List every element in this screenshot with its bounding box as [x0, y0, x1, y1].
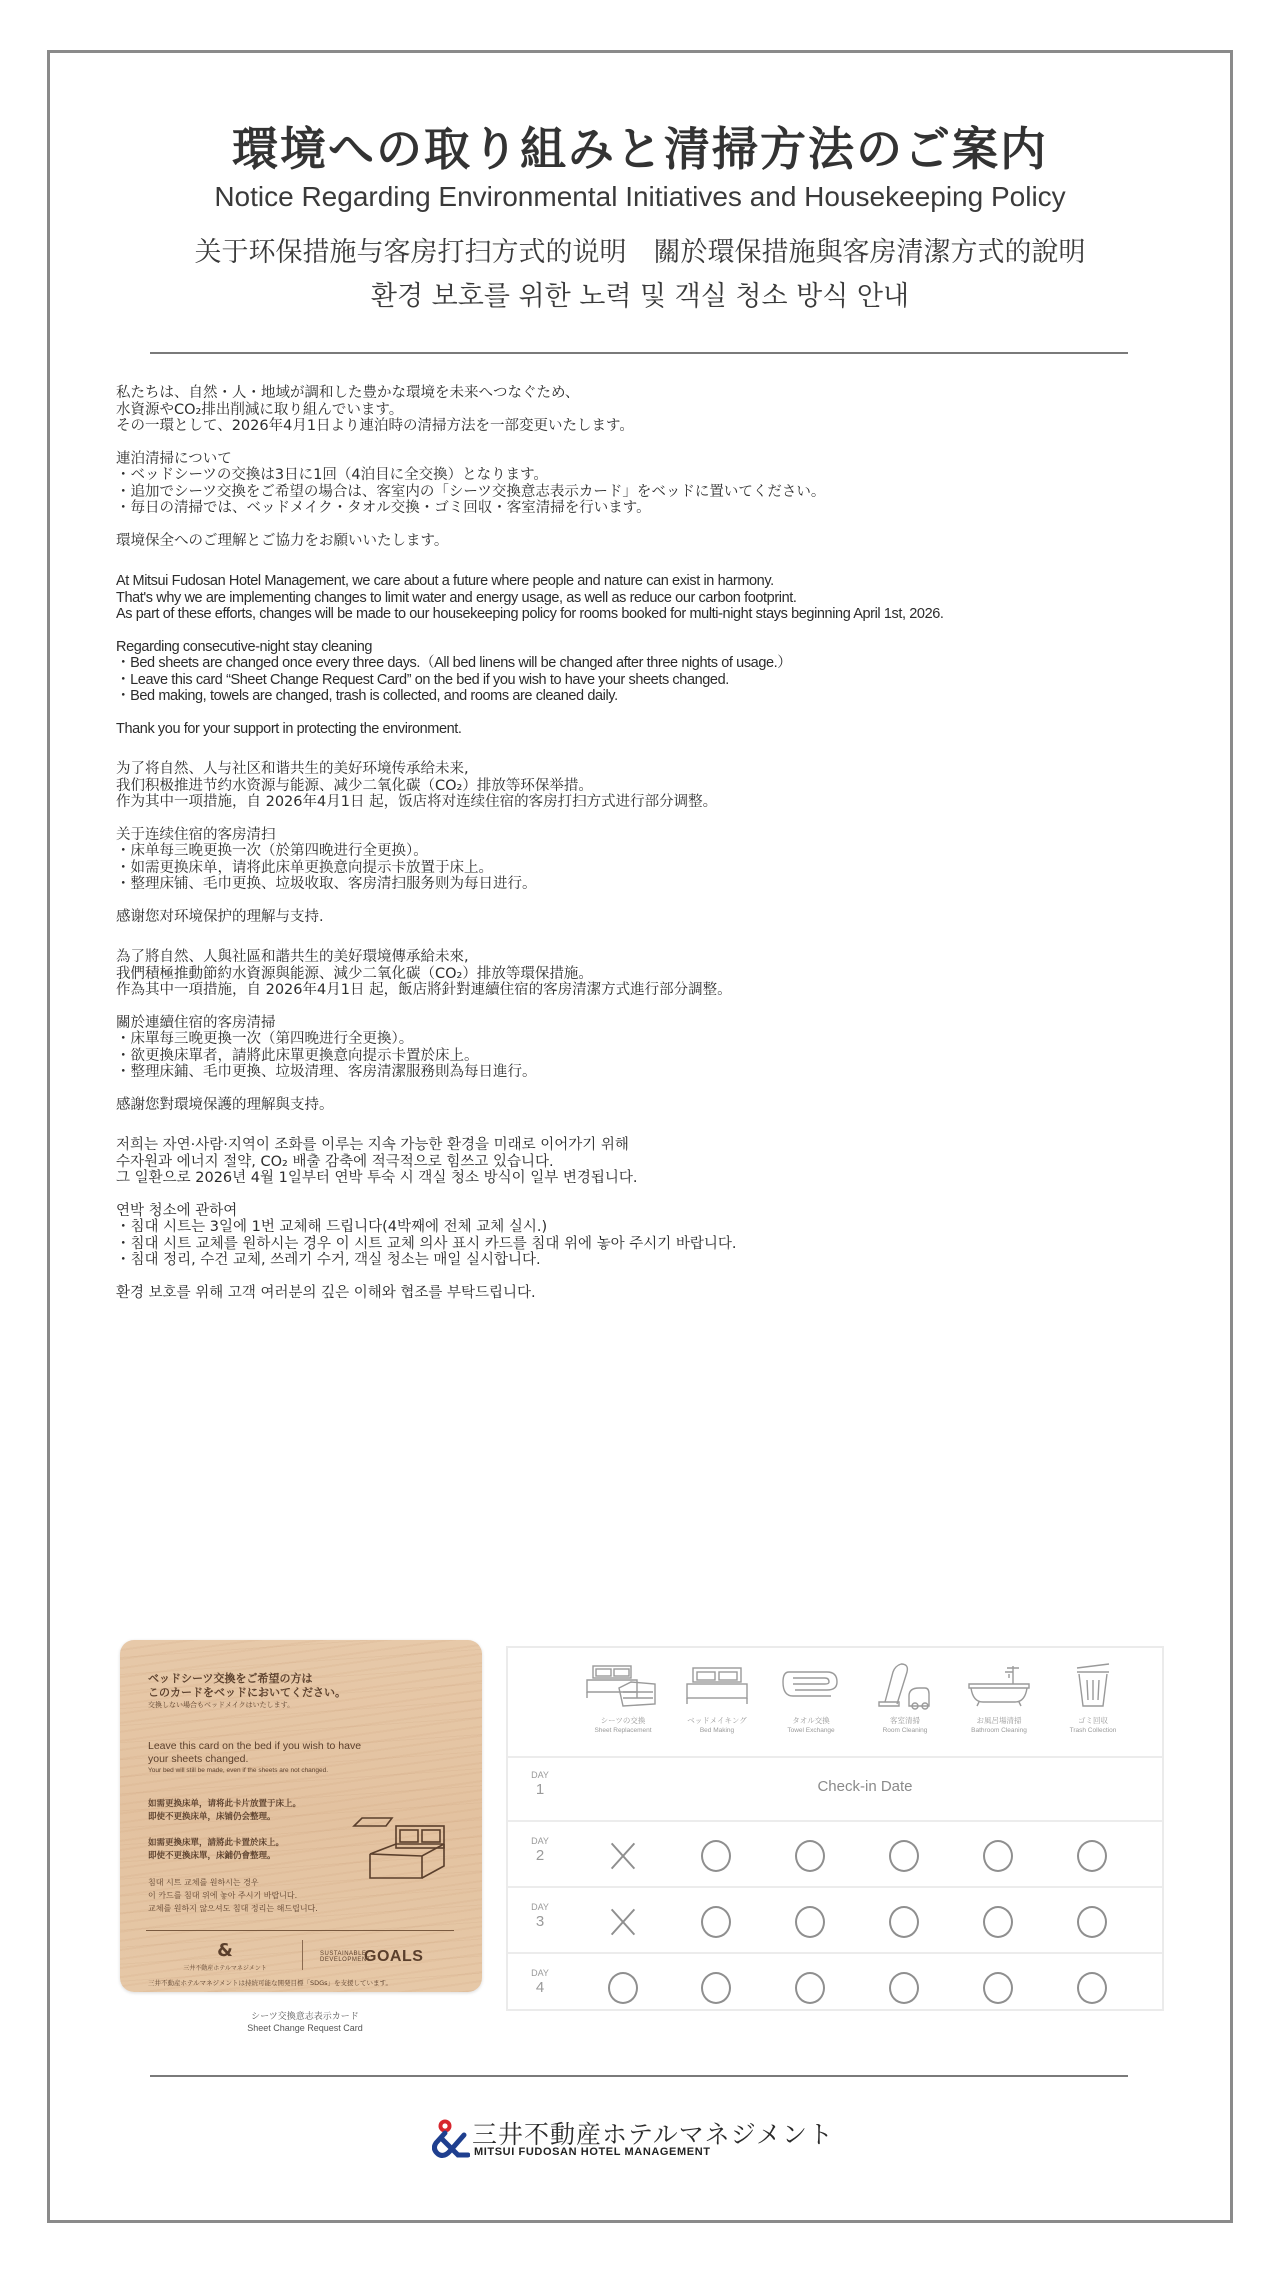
circle-mark-icon: [1077, 1972, 1107, 2004]
ja-closing: 環境保全へのご理解とご協力をお願いいたします。: [116, 532, 449, 549]
day-number: 1: [535, 1781, 545, 1798]
zh-cn-heading: 关于连续住宿的客房清扫: [116, 826, 276, 843]
card-zh-tw-line: 如需更換床單，請將此卡置於床上。: [148, 1838, 285, 1848]
ko-bullet: ・ 침대 정리, 수건 교체, 쓰레기 수거, 객실 청소는 매일 실시합니다.: [116, 1252, 1176, 1269]
column-label-en: Bathroom Cleaning: [971, 1727, 1027, 1734]
ko-intro: [116, 1137, 1176, 1187]
card-logo-caption: 三井不動産ホテルマネジメント: [183, 1965, 267, 1972]
schedule-row-day-3: [508, 1890, 1162, 1954]
schedule-row-day-2: [508, 1824, 1162, 1888]
circle-mark-icon: [889, 1972, 919, 2004]
card-divider: [146, 1930, 454, 1931]
day-word: DAY: [531, 1770, 549, 1780]
ja-heading: 連泊清掃について: [116, 450, 232, 467]
column-bed-making: [670, 1662, 764, 1735]
card-jp-line: このカードをベッドにおいてください。: [148, 1686, 346, 1699]
zh-cn-bullet: ・ 床单每三晚更换一次（於第四晚进行全更换）。: [116, 843, 1176, 860]
sheet-change-request-card-image: [120, 1640, 482, 1992]
trash-can-icon: [1053, 1662, 1133, 1710]
zh-tw-closing-block: [116, 1097, 1176, 1114]
column-label-jp: タオル交換: [792, 1716, 830, 1725]
day-word: DAY: [531, 1902, 549, 1912]
column-label-en: Trash Collection: [1069, 1727, 1117, 1734]
card-chinese-traditional-text: [148, 1837, 284, 1863]
zh-tw-intro-line: 為了將自然、人與社區和諧共生的美好環境傳承給未來,: [116, 949, 469, 965]
day-word: DAY: [531, 1968, 549, 1978]
ja-intro: [116, 385, 1176, 435]
column-label-jp: シーツの交換: [600, 1716, 646, 1725]
circle-mark-icon: [701, 1906, 731, 1938]
cross-mark-icon: [607, 1906, 639, 1938]
zh-tw-bullet: ・ 床單每三晚更換一次（第四晚进行全更換）。: [116, 1031, 1176, 1048]
column-room-cleaning: [858, 1662, 952, 1735]
zh-cn-intro-line: 我们积极推进节约水资源与能源、减少二氧化碳（CO₂）排放等环保举措。: [116, 777, 593, 794]
zh-tw-closing: 感謝您對環境保護的理解與支持。: [116, 1096, 334, 1113]
ko-bullet: ・ 침대 시트 교체를 원하시는 경우 이 시트 교체 의사 표시 카드를 침대 위에 놓아 주시기 바랍니다.: [116, 1236, 1176, 1253]
card-mitsui-logo: [160, 1942, 290, 1972]
circle-mark-icon: [983, 1906, 1013, 1938]
column-label-en: Bed Making: [699, 1727, 735, 1734]
zh-tw-intro: [116, 949, 1176, 999]
card-zh-tw-line: 即使不更換床單，床鋪仍會整理。: [148, 1851, 276, 1861]
card-chinese-simplified-text: [148, 1798, 301, 1824]
day-label: [522, 1902, 558, 1931]
en-bullet: ・ Leave this card “Sheet Change Request Card” on the bed if you wish to have your sheets changed.: [116, 672, 1176, 689]
page-title-english: Notice Regarding Environmental Initiatives and Housekeeping Policy: [214, 181, 1066, 212]
card-korean-text: [148, 1876, 318, 1915]
column-trash-collection: [1046, 1662, 1140, 1735]
zh-tw-policy: [116, 1015, 1176, 1081]
card-footer-text: 三井不動産ホテルマネジメントは持続可能な開発目標「SDGs」を支援しています。: [148, 1979, 393, 1987]
zh-cn-bullet: ・ 如需更换床单，请将此床单更换意向提示卡放置于床上。: [116, 860, 1176, 877]
ko-intro-line: 저희는 자연·사람·지역이 조화를 이루는 지속 가능한 환경을 미래로 이어가기 위해: [116, 1137, 629, 1153]
en-bullet: ・ Bed making, towels are changed, trash is collected, and rooms are cleaned daily.: [116, 688, 1176, 705]
circle-mark-icon: [795, 1972, 825, 2004]
bathtub-icon: [959, 1662, 1039, 1710]
zh-tw-intro-line: 我們積極推動節約水資源與能源、減少二氧化碳（CO₂）排放等環保措施。: [116, 965, 593, 982]
circle-mark-icon: [983, 1972, 1013, 2004]
zh-cn-bullet: ・ 整理床铺、毛巾更换、垃圾收取、客房清扫服务则为每日进行。: [116, 876, 1176, 893]
column-bathroom-cleaning: [952, 1662, 1046, 1735]
page-title-chinese: 关于环保措施与客房打扫方式的说明 關於環保措施與客房清潔方式的說明: [194, 237, 1086, 268]
circle-mark-icon: [889, 1840, 919, 1872]
day-word: DAY: [531, 1836, 549, 1846]
zh-cn-intro-line: 作为其中一项措施，自 2026年4月1日 起，饭店将对连续住宿的客房打扫方式进行部分调整。: [116, 794, 718, 810]
en-bullet: ・ Bed sheets are changed once every three days.（All bed linens will be changed after three nights of usage.）: [116, 655, 1176, 672]
zh-tw-bullet: ・ 整理床鋪、毛巾更換、垃圾清理、客房清潔服務則為每日進行。: [116, 1064, 1176, 1081]
card-en-line: Leave this card on the bed if you wish to have: [148, 1740, 362, 1752]
ja-bullet: ・ 追加でシーツ交換をご希望の場合は、客室内の「シーツ交換意志表示カード」をベッドに置いてください。: [116, 484, 1176, 501]
circle-mark-icon: [701, 1972, 731, 2004]
ja-intro-line: 水資源やCO₂排出削減に取り組んでいます。: [116, 401, 404, 418]
en-heading: Regarding consecutive-night stay cleaning: [116, 638, 373, 655]
ko-closing-block: [116, 1285, 1176, 1302]
schedule-header-row: [508, 1648, 1162, 1758]
column-label-en: Sheet Replacement: [594, 1727, 652, 1734]
circle-mark-icon: [983, 1840, 1013, 1872]
ko-bullet: ・ 침대 시트는 3일에 1번 교체해 드립니다(4박째에 전체 교체 실시.): [116, 1219, 1176, 1236]
column-label-jp: お風呂場清掃: [976, 1716, 1022, 1725]
schedule-row-day-1: [508, 1758, 1162, 1822]
page-title-japanese: 環境への取り組みと清掃方法のご案内: [232, 122, 1048, 176]
zh-tw-heading: 關於連續住宿的客房清掃: [116, 1014, 276, 1031]
sdgs-goals-label: GOALS: [364, 1948, 424, 1965]
en-policy: [116, 639, 1176, 705]
column-label-jp: 客室清掃: [890, 1716, 920, 1725]
logo-japanese-name: 三井不動産ホテルマネジメント: [472, 2120, 835, 2149]
card-vertical-divider: [302, 1940, 303, 1970]
card-ko-line: 이 카드를 침대 위에 놓아 주시기 바랍니다.: [148, 1891, 298, 1900]
card-jp-line: ベッドシーツ交換をご希望の方は: [148, 1672, 313, 1685]
page-title-korean: 환경 보호를 위한 노력 및 객실 청소 방식 안내: [370, 281, 910, 312]
footer-divider: [150, 2075, 1128, 2077]
ko-intro-line: 수자원과 에너지 절약, CO₂ 배출 감축에 적극적으로 힘쓰고 있습니다.: [116, 1153, 554, 1170]
column-label-en: Towel Exchange: [787, 1727, 835, 1734]
zh-cn-closing-block: [116, 909, 1176, 926]
day-number: 2: [535, 1847, 545, 1864]
card-caption: [180, 2012, 430, 2034]
cleaning-schedule-table: [506, 1646, 1164, 2011]
en-intro: [116, 573, 1176, 623]
card-ko-line: 침대 시트 교체를 원하시는 경우: [148, 1878, 259, 1887]
circle-mark-icon: [608, 1972, 638, 2004]
ampersand-logo-icon: &: [217, 1940, 233, 1961]
en-intro-line: That's why we are implementing changes to limit water and energy usage, as well as reduce our carbon footprint.: [116, 589, 797, 606]
sheet-replacement-icon: [583, 1662, 663, 1710]
sdgs-goals-logo: [320, 1948, 423, 1966]
en-closing-block: [116, 721, 1176, 738]
mitsui-fudosan-hotel-management-logo: [432, 2117, 852, 2161]
ko-closing: 환경 보호를 위해 고객 여러분의 깊은 이해와 협조를 부탁드립니다.: [116, 1284, 536, 1301]
column-towel-exchange: [764, 1662, 858, 1735]
card-japanese-text: [148, 1672, 346, 1711]
card-zh-line: 如需更换床单，请将此卡片放置于床上。: [148, 1799, 302, 1809]
circle-mark-icon: [795, 1906, 825, 1938]
towel-exchange-icon: [771, 1662, 851, 1710]
en-closing: Thank you for your support in protecting the environment.: [116, 720, 462, 737]
notice-body: [116, 385, 1176, 1317]
circle-mark-icon: [701, 1840, 731, 1872]
card-en-line: your sheets changed.: [148, 1753, 249, 1765]
header-divider: [150, 352, 1128, 354]
ko-intro-line: 그 일환으로 2026년 4월 1일부터 연박 투숙 시 객실 청소 방식이 일부 변경됩니다.: [116, 1170, 638, 1186]
card-caption-japanese: シーツ交換意志表示カード: [251, 2012, 359, 2022]
zh-cn-closing: 感谢您对环境保护的理解与支持.: [116, 908, 324, 925]
ko-policy: [116, 1203, 1176, 1269]
card-caption-english: Sheet Change Request Card: [247, 2023, 363, 2033]
en-intro-line: As part of these efforts, changes will be made to our housekeeping policy for rooms booked for multi-night stays beginning April 1st, 2026.: [116, 606, 944, 622]
vacuum-cleaner-icon: [865, 1662, 945, 1710]
ja-closing-block: [116, 533, 1176, 550]
day-label: [522, 1968, 558, 1997]
mitsui-ampersand-logo-icon: [432, 2117, 470, 2159]
zh-cn-intro: [116, 761, 1176, 811]
zh-tw-bullet: ・ 欲更換床單者，請將此床單更換意向提示卡置於床上。: [116, 1048, 1176, 1065]
zh-cn-intro-line: 为了将自然、人与社区和谐共生的美好环境传承给未来,: [116, 761, 469, 777]
card-zh-line: 即使不更换床单，床铺仍会整理。: [148, 1812, 276, 1822]
en-intro-line: At Mitsui Fudosan Hotel Management, we care about a future where people and nature can exist in harmony.: [116, 573, 774, 589]
zh-tw-intro-line: 作為其中一項措施，自 2026年4月1日 起，飯店將針對連續住宿的客房清潔方式進行部分調整。: [116, 982, 732, 998]
ja-bullet: ・ 毎日の清掃では、ベッドメイク・タオル交換・ゴミ回収・客室清掃を行います。: [116, 500, 1176, 517]
circle-mark-icon: [889, 1906, 919, 1938]
column-label-jp: ベッドメイキング: [687, 1716, 747, 1725]
cross-mark-icon: [607, 1840, 639, 1872]
column-label-jp: ゴミ回収: [1078, 1716, 1108, 1725]
day-label: [522, 1770, 558, 1799]
ja-bullet: ・ ベッドシーツの交換は3日に1回（4泊目に全交換）となります。: [116, 467, 1176, 484]
card-ko-line: 교체를 원하지 않으셔도 침대 정리는 해드립니다.: [148, 1904, 318, 1913]
card-jp-note: 交換しない場合もベッドメイクはいたします。: [148, 1701, 295, 1709]
check-in-date-label: Check-in Date: [817, 1778, 913, 1795]
card-en-note: Your bed will still be made, even if the sheets are not changed.: [148, 1767, 329, 1774]
day-number: 3: [535, 1913, 545, 1930]
ja-intro-line: 私たちは、自然・人・地域が調和した豊かな環境を未来へつなぐため、: [116, 385, 580, 401]
ko-heading: 연박 청소에 관하여: [116, 1202, 238, 1219]
bed-illustration-icon: [352, 1808, 452, 1888]
ja-policy: [116, 451, 1176, 517]
zh-cn-policy: [116, 827, 1176, 893]
column-sheet-replacement: [576, 1662, 670, 1735]
card-english-text: [148, 1740, 361, 1776]
circle-mark-icon: [1077, 1840, 1107, 1872]
ja-intro-line: その一環として、2026年4月1日より連泊時の清掃方法を一部変更いたします。: [116, 418, 634, 434]
circle-mark-icon: [1077, 1906, 1107, 1938]
logo-english-name: MITSUI FUDOSAN HOTEL MANAGEMENT: [474, 2146, 711, 2158]
circle-mark-icon: [795, 1840, 825, 1872]
day-label: [522, 1836, 558, 1865]
schedule-row-day-4: [508, 1956, 1162, 2020]
day-number: 4: [535, 1979, 545, 1996]
bed-making-icon: [677, 1662, 757, 1710]
column-label-en: Room Cleaning: [882, 1727, 928, 1734]
sdgs-prefix: SUSTAINABLE DEVELOPMENT: [320, 1950, 371, 1963]
